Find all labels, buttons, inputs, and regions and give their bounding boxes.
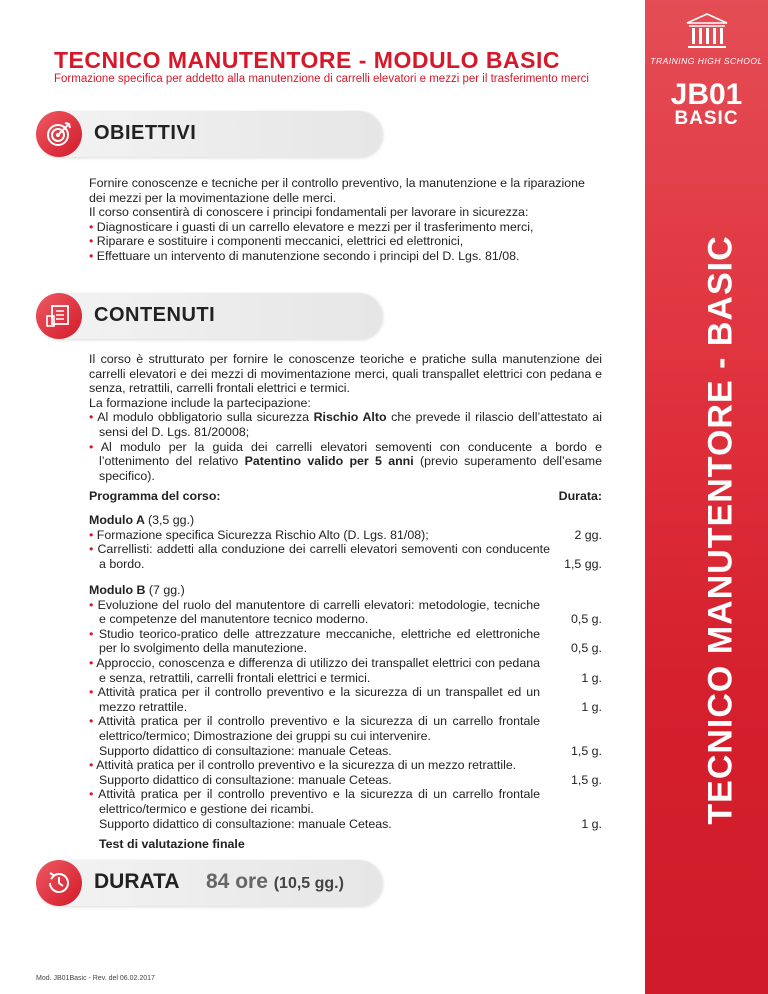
course-code: JB01 xyxy=(670,78,743,111)
table-row: • Approccio, conoscenza e differenza di utilizzo dei transpallet elettrici con pedana e senza, retrattili, carrelli frontali elettrici e termici. 1 g. xyxy=(89,656,602,685)
list-item: • Diagnosticare i guasti di un carrello elevatore e mezzi per il trasferimento merci, xyxy=(89,220,602,235)
vertical-title: TECNICO MANUTENTORE - BASIC xyxy=(701,235,740,825)
contenuti-text xyxy=(89,352,602,483)
table-row: • Attività pratica per il controllo preventivo e la sicurezza di un mezzo retrattile. Supporto didattico di consultazione: manuale Ceteas. 1,5 g. xyxy=(89,758,602,787)
clock-icon xyxy=(36,860,82,906)
section-header-obiettivi xyxy=(36,111,382,157)
list-item: • Al modulo per la guida dei carrelli elevatori semoventi con conducente a bordo e l’ottenimento del relativo Patentino valido per 5 anni (previo superamento dell’esame specifico). xyxy=(89,440,602,484)
list-item: • Riparare e sostituire i componenti meccanici, elettrici ed elettronici, xyxy=(89,234,602,249)
list-item: • Al modulo obbligatorio sulla sicurezza Rischio Alto che prevede il rilascio dell’attestato ai sensi del D. Lgs. 81/20008; xyxy=(89,410,602,439)
obiettivi-text xyxy=(89,176,602,264)
section-header-contenuti xyxy=(36,293,382,339)
obiettivi-intro: Fornire conoscenze e tecniche per il controllo preventivo, la manutenzione e la riparazione dei mezzi per la movimentazione delle merci. xyxy=(89,176,585,205)
programma-header xyxy=(89,489,602,503)
page-title: TECNICO MANUTENTORE - MODULO BASIC xyxy=(54,47,560,73)
table-row: • Carrellisti: addetti alla conduzione dei carrelli elevatori semoventi con conducente a bordo. 1,5 gg. xyxy=(89,542,602,571)
table-row: • Attività pratica per il controllo preventivo e la sicurezza di un transpallet ed un mezzo retrattile. 1 g. xyxy=(89,685,602,714)
page-subtitle: Formazione specifica per addetto alla manutenzione di carrelli elevatori e mezzi per il trasferimento merci xyxy=(54,73,589,85)
durata-value: 84 ore (10,5 gg.) xyxy=(206,870,344,893)
logo-text: TRAINING HIGH SCHOOL xyxy=(650,56,763,66)
list-item: • Effettuare un intervento di manutenzione secondo i principi del D. Lgs. 81/08. xyxy=(89,249,602,264)
table-row: • Attività pratica per il controllo preventivo e la sicurezza di un carrello frontale elettrico/termico; Dimostrazione dei gruppi su cui intervenire. Supporto didattico di consultazione: manuale Ceteas. 1,5 g. xyxy=(89,714,602,758)
durata-column-label: Durata: xyxy=(558,489,602,503)
building-logo-icon xyxy=(685,12,729,52)
module-heading: Modulo A (3,5 gg.) xyxy=(89,513,195,527)
document-icon xyxy=(36,293,82,339)
contenuti-intro: Il corso è strutturato per fornire le conoscenze teoriche e pratiche sulla manutenzione dei carrelli elevatori e dei mezzi di movimentazione merci, quali transpallet elettrici con pedana e senza, retrattili, carrelli frontali elettrici e termici. xyxy=(89,352,602,396)
course-level: BASIC xyxy=(674,108,739,129)
section-header-durata xyxy=(36,860,382,906)
contenuti-intro-2: La formazione include la partecipazione: xyxy=(89,395,311,410)
target-icon xyxy=(36,111,82,157)
module-heading: Modulo B (7 gg.) xyxy=(89,583,185,597)
footer-revision: Mod. JB01Basic - Rev. del 06.02.2017 xyxy=(36,975,155,982)
table-row: • Attività pratica per il controllo preventivo e la sicurezza di un carrello frontale elettrico/termico e gestione dei ricambi. Supporto didattico di consultazione: manuale Ceteas. 1 g. xyxy=(89,787,602,831)
table-row: • Studio teorico-pratico delle attrezzature meccaniche, elettriche ed elettroniche per lo svolgimento della manutezione. 0,5 g. xyxy=(89,627,602,656)
section-title: OBIETTIVI xyxy=(94,122,197,144)
modulo-b xyxy=(89,583,602,831)
table-row: • Evoluzione del ruolo del manutentore di carrelli elevatori: metodologie, tecniche e competenze del manutentore tecnico moderno. 0,5 g. xyxy=(89,598,602,627)
test-label: Test di valutazione finale xyxy=(99,837,245,851)
modulo-a xyxy=(89,513,602,571)
section-title: CONTENUTI xyxy=(94,304,216,326)
obiettivi-intro-2: Il corso consentirà di conoscere i principi fondamentali per lavorare in sicurezza: xyxy=(89,205,529,220)
programma-label: Programma del corso: xyxy=(89,489,221,503)
durata-label: DURATA xyxy=(94,870,180,893)
table-row: • Formazione specifica Sicurezza Rischio Alto (D. Lgs. 81/08); 2 gg. xyxy=(89,528,602,543)
